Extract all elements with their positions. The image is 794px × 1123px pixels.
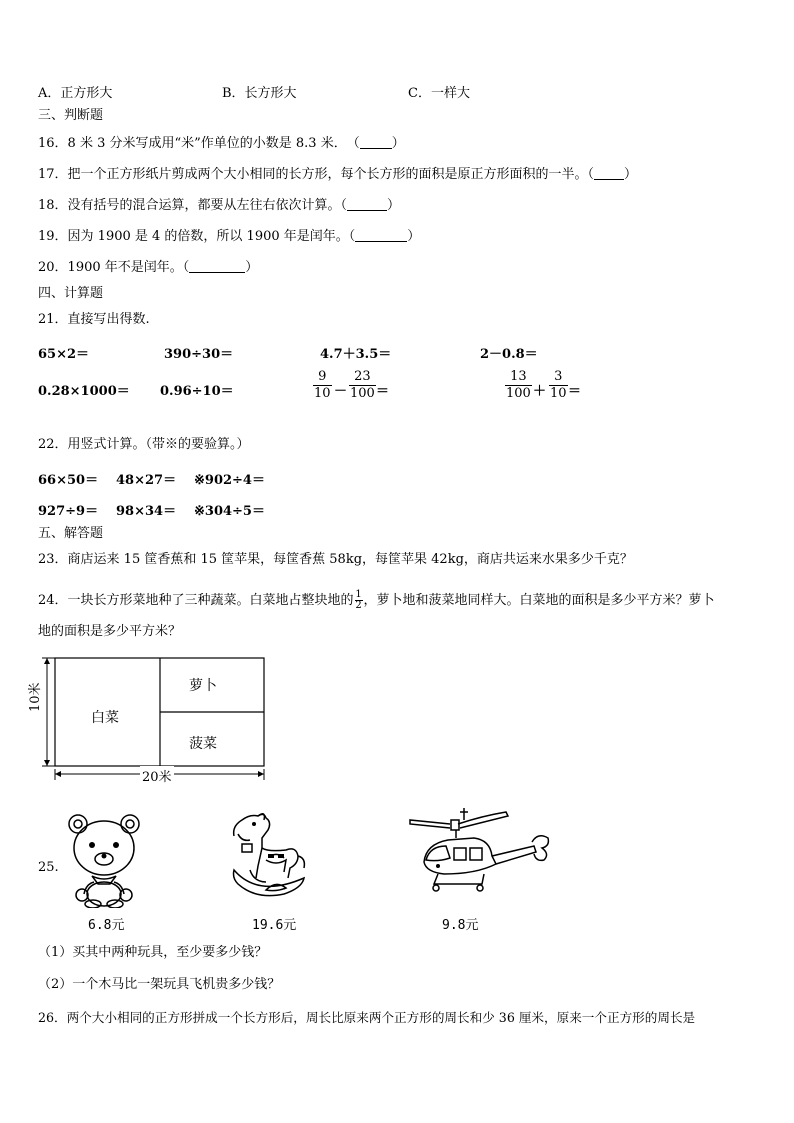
fraction: 23 100 — [350, 369, 375, 401]
question-21-title: 21．直接写出得数. — [38, 312, 150, 327]
section-judgment-title: 三、判断题 — [38, 108, 104, 123]
label-bocai: 菠菜 — [189, 736, 217, 752]
question-16: 16．8 米 3 分米写成用“米”作单位的小数是 8.3 米． （ ） — [38, 136, 405, 151]
question-24-line2: 地的面积是多少平方米？ — [38, 624, 182, 639]
calc-item: 66×50＝ — [38, 473, 99, 488]
question-19-text: 19．因为 1900 是 4 的倍数，所以 1900 年是闰年。（ — [38, 229, 356, 244]
equals-sign: ＝ — [568, 384, 582, 399]
question-18: 18．没有括号的混合运算，都要从左往右依次计算。（ ） — [38, 198, 401, 213]
question-20: 20．1900 年不是闰年。（ ） — [38, 260, 259, 275]
price-teddy-bear: 6.8元 — [88, 918, 125, 933]
section-answer-title: 五、解答题 — [38, 526, 104, 541]
question-25-sub1: （1）买其中两种玩具，至少要多少钱？ — [38, 945, 268, 960]
option-b: B．长方形大 — [222, 86, 297, 101]
option-a: A．正方形大 — [38, 86, 113, 101]
question-24: 24．一块长方形菜地种了三种蔬菜。白菜地占整块地的 $\frac{1}{2}$ ，萝卜地和菠菜地同样大。白菜地的面积是多少平方米？萝卜 — [38, 589, 715, 611]
calc-item: 0.28×1000＝ — [38, 384, 130, 399]
answer-blank-19[interactable] — [355, 229, 407, 242]
equals-sign: ＝ — [376, 384, 390, 399]
fraction-half: $\frac{1}{2}$ — [355, 589, 362, 611]
calc-item: 65×2＝ — [38, 347, 90, 362]
answer-blank-16[interactable] — [360, 136, 392, 149]
label-baicai: 白菜 — [91, 710, 119, 726]
toy-helicopter-icon — [404, 806, 556, 894]
calc-item: ※902÷4＝ — [194, 473, 265, 488]
question-25-sub2: （2）一个木马比一架玩具飞机贵多少钱？ — [38, 977, 281, 992]
answer-blank-18[interactable] — [347, 198, 387, 211]
label-luobo: 萝卜 — [189, 678, 217, 694]
question-25-number: 25. — [38, 860, 59, 875]
calc-item: 927÷9＝ — [38, 504, 99, 519]
operator: ＋ — [533, 384, 547, 399]
teddy-bear-icon — [64, 812, 148, 908]
question-23: 23．商店运来 15 筐香蕉和 15 筐苹果，每筐香蕉 58kg，每筐苹果 42kg，商店共运来水果多少千克？ — [38, 552, 633, 567]
calc-item: ※304÷5＝ — [194, 504, 265, 519]
fraction: 9 10 — [314, 369, 331, 401]
fraction: 13 100 — [506, 369, 531, 401]
question-22-title: 22．用竖式计算。（带※的要验算。） — [38, 437, 250, 452]
question-18-text: 18．没有括号的混合运算，都要从左往右依次计算。（ — [38, 198, 348, 213]
label-height: 10米 — [24, 682, 43, 712]
question-19: 19．因为 1900 是 4 的倍数，所以 1900 年是闰年。（ ） — [38, 229, 421, 244]
question-17: 17．把一个正方形纸片剪成两个大小相同的长方形，每个长方形的面积是原正方形面积的一半。（ ） — [38, 167, 638, 182]
calc-item: 48×27＝ — [116, 473, 177, 488]
question-16-text: 16．8 米 3 分米写成用“米”作单位的小数是 8.3 米． （ — [38, 136, 360, 151]
calc-item: 2－0.8＝ — [480, 347, 538, 362]
option-c: C．一样大 — [408, 86, 470, 101]
fraction: 3 10 — [550, 369, 567, 401]
question-26: 26．两个大小相同的正方形拼成一个长方形后，周长比原来两个正方形的周长和少 36 厘米，原来一个正方形的周长是 — [38, 1010, 696, 1025]
operator: － — [334, 384, 348, 399]
calc-item: 4.7＋3.5＝ — [320, 347, 392, 362]
answer-blank-17[interactable] — [594, 167, 624, 180]
answer-blank-20[interactable] — [189, 260, 245, 273]
calc-item: 98×34＝ — [116, 504, 177, 519]
question-17-text: 17．把一个正方形纸片剪成两个大小相同的长方形，每个长方形的面积是原正方形面积的一半。（ — [38, 167, 595, 182]
calc-item: 390÷30＝ — [164, 347, 234, 362]
section-calc-title: 四、计算题 — [38, 286, 104, 301]
question-20-text: 20．1900 年不是闰年。（ — [38, 260, 190, 275]
rocking-horse-icon — [228, 808, 308, 900]
price-helicopter: 9.8元 — [442, 918, 479, 933]
label-width: 20米 — [140, 766, 174, 785]
calc-item: 0.96÷10＝ — [160, 384, 234, 399]
price-rocking-horse: 19.6元 — [252, 918, 297, 933]
